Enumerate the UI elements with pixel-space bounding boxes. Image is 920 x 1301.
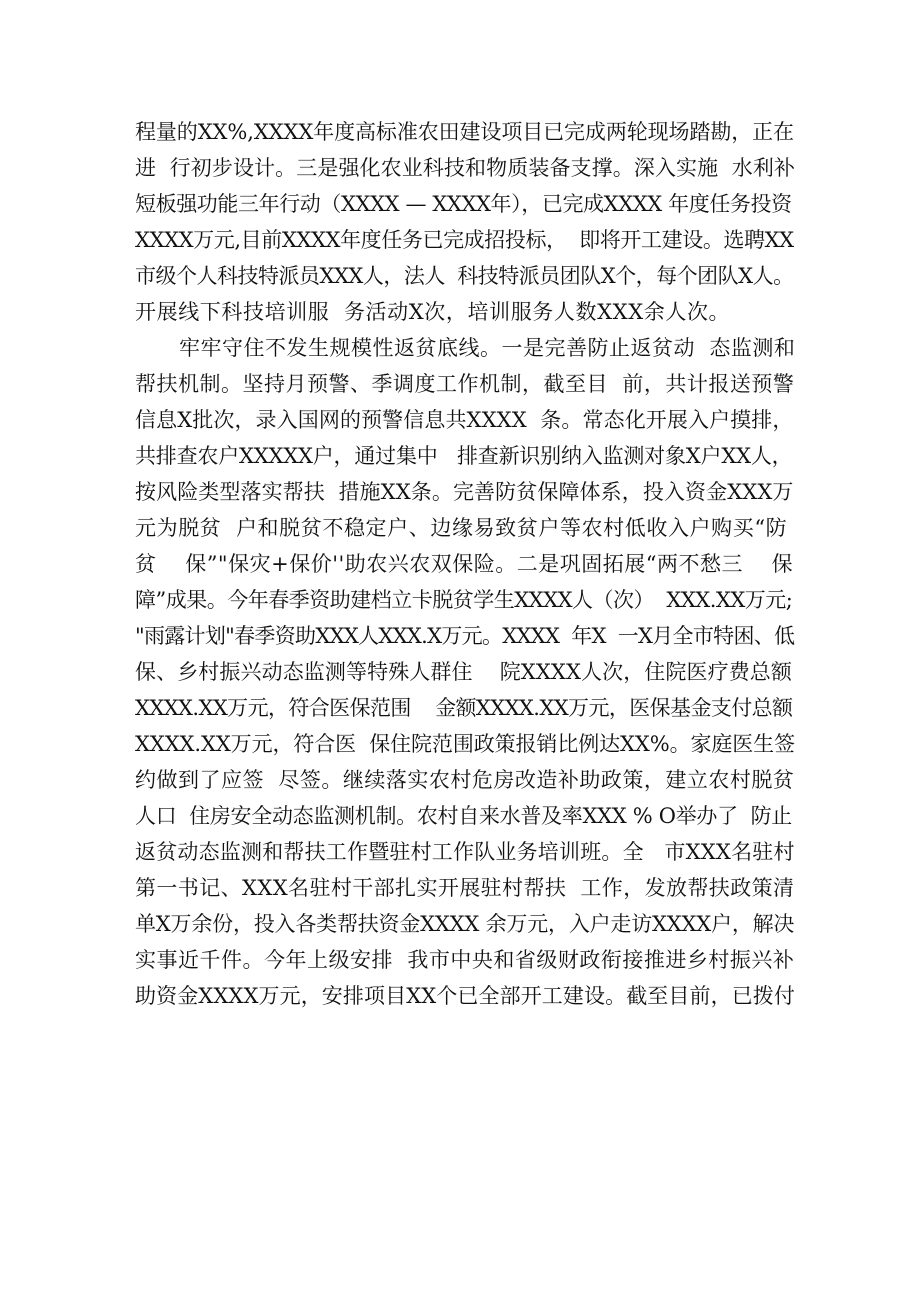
- text-line: 保、乡村振兴动态监测等特殊人群住 院XXXX人次，住院医疗费总额: [135, 660, 792, 684]
- text-line: 信息X批次，录入国网的预警信息共XXXX 条。常态化开展入户摸排，: [135, 408, 794, 432]
- text-line: 约做到了应签 尽签。继续落实农村危房改造补助政策，建立农村脱贫: [135, 768, 795, 792]
- text-line: 市级个人科技特派员XXX人，法人 科技特派员团队X个，每个团队X人。: [135, 264, 794, 288]
- text-line: 短板强功能三年行动（XXXX — XXXX年），已完成XXXX 年度任务投资: [135, 192, 792, 216]
- text-line: 程量的XX%,XXXX年度高标准农田建设项目已完成两轮现场踏勘，正在: [135, 120, 794, 144]
- text-line: 单X万余份，投入各类帮扶资金XXXX 余万元，入户走访XXXX户，解决: [135, 912, 795, 936]
- text-line: 助资金XXXX万元，安排项目XX个已全部开工建设。截至目前，已拨付: [135, 984, 795, 1008]
- text-line: XXXX.XX万元，符合医 保住院范围政策报销比例达XX%。家庭医生签: [135, 732, 795, 756]
- text-line: 共排查农户XXXXX户，通过集中 排查新识别纳入监测对象X户XX人，: [135, 444, 793, 468]
- text-line: 实事近千件。今年上级安排 我市中央和省级财政衔接推进乡村振兴补: [135, 948, 795, 972]
- text-line: 返贫动态监测和帮扶工作暨驻村工作队业务培训班。全 市XXX名驻村: [135, 840, 795, 864]
- text-line: 第一书记、XXX名驻村干部扎实开展驻村帮扶 工作，发放帮扶政策清: [135, 876, 795, 900]
- text-line: 元为脱贫 户和脱贫不稳定户、边缘易致贫户等农村低收入户购买“防: [135, 516, 788, 540]
- text-line: 障”成果。今年春季资助建档立卡脱贫学生XXXX人（次） XXX.XX万元;: [135, 588, 793, 612]
- text-line: "雨露计划"春季资助XXX人XXX.X万元。XXXX 年X 一X月全市特困、低: [135, 624, 795, 648]
- text-line: 进 行初步设计。三是强化农业科技和物质装备支撑。深入实施 水利补: [135, 156, 796, 180]
- paragraph-first-line: 牢牢守住不发生规模性返贫底线。一是完善防止返贫动 态监测和: [179, 336, 796, 360]
- text-line: 帮扶机制。坚持月预警、季调度工作机制，截至目 前，共计报送预警: [135, 372, 795, 396]
- text-line: XXXX.XX万元，符合医保范围 金额XXXX.XX万元，医保基金支付总额: [135, 696, 793, 720]
- text-line: 人口 住房安全动态监测机制。农村自来水普及率XXX % O举办了 防止: [135, 804, 792, 828]
- text-line: XXXX万元,目前XXXX年度任务已完成招投标， 即将开工建设。选聘XX: [135, 228, 794, 252]
- text-line: 开展线下科技培训服 务活动X次，培训服务人数XXX余人次。: [135, 300, 731, 324]
- text-line: 按风险类型落实帮扶 措施XX条。完善防贫保障体系，投入资金XXX万: [135, 480, 794, 504]
- text-line: 贫 保”"保灾+保价''助农兴农双保险。二是巩固拓展“两不愁三 保: [135, 552, 794, 576]
